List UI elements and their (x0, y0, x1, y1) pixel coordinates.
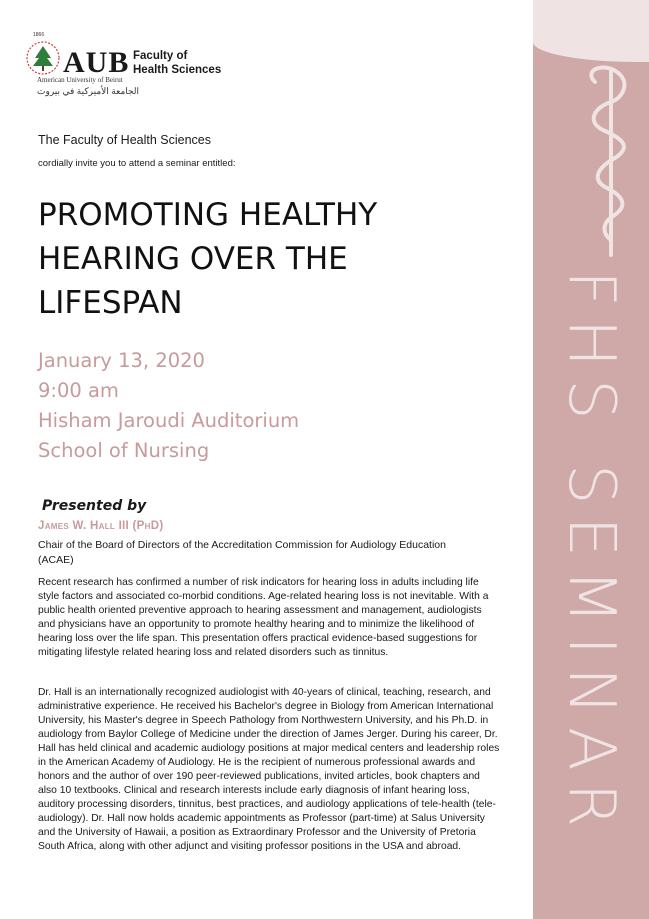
bio-paragraph: Dr. Hall is an internationally recognized audiologist with 40-years of clinical, teaching, research, and administrative experience. He received his Bachelor's degree in Biology from American International University, his Master's degree in Speech Pathology from Northwestern University, and his Ph.D. in audiology from Baylor College of Medicine under the direction of James Jerger. During his career, Dr. Hall has held clinical and academic audiology positions at major medical centers and leadership roles in the American Academy of Audiology. He is the recipient of numerous professional awards and honors and the author of over 190 peer-reviewed publications, invited articles, book chapters and also 10 textbooks. Clinical and research interests include early diagnosis of infant hearing loss, auditory processing disorders, tinnitus, best practices, and audiology applications of tele-health (tele-audiology). Dr. Hall now holds academic appointments as Professor (part-time) at Salus University and the University of Hawaii, a position as Extraordinary Professor and the University of Pretoria South Africa, along with other adjunct and visiting professor positions in the USA and abroad. (38, 687, 500, 852)
logo-abbr: AUB (63, 46, 130, 79)
logo-arabic: الجامعة الأميركية في بيروت (37, 86, 140, 96)
event-time: 9:00 am (38, 379, 119, 402)
speaker-role: Chair of the Board of Directors of the Accreditation Commission for Audiology Education (ACAE) (38, 539, 446, 566)
abstract-paragraph: Recent research has confirmed a number of risk indicators for hearing loss in adults including life style factors and associated co-morbid conditions. Age-related hearing loss is not inevitable. With a public health oriented preventive approach to hearing assessment and management, audiologists and physicians have an opportunity to promote healthy hearing and to minimize the likelihood of hearing loss over the life span. This presentation offers practical evidence-based suggestions for mitigating lifestyle related hearing loss and related disorders such as tinnitus. (38, 577, 489, 658)
seminar-title: PROMOTING HEALTHY HEARING OVER THE LIFESPAN (38, 197, 378, 321)
logo-faculty-line2: Health Sciences (133, 64, 222, 76)
logo-year: 1866 (33, 32, 45, 38)
sidebar-title: FHS SEMINAR (554, 270, 628, 840)
presented-by-label: Presented by (42, 498, 147, 514)
sidebar-decoration (533, 0, 649, 919)
event-venue: Hisham Jaroudi Auditorium (38, 409, 300, 432)
intro-invite: cordially invite you to attend a seminar entitled: (38, 158, 236, 169)
speaker-name: James W. Hall III (PhD) (38, 520, 164, 532)
event-building: School of Nursing (38, 439, 210, 462)
event-details (38, 346, 299, 466)
event-date: January 13, 2020 (38, 349, 205, 372)
logo-faculty-line1: Faculty of (133, 50, 188, 62)
intro-host: The Faculty of Health Sciences (38, 133, 211, 147)
logo-faculty (133, 49, 243, 77)
logo-english: American University of Beirut (37, 76, 123, 84)
caduceus-icon (573, 60, 643, 260)
aub-logo (25, 32, 222, 106)
